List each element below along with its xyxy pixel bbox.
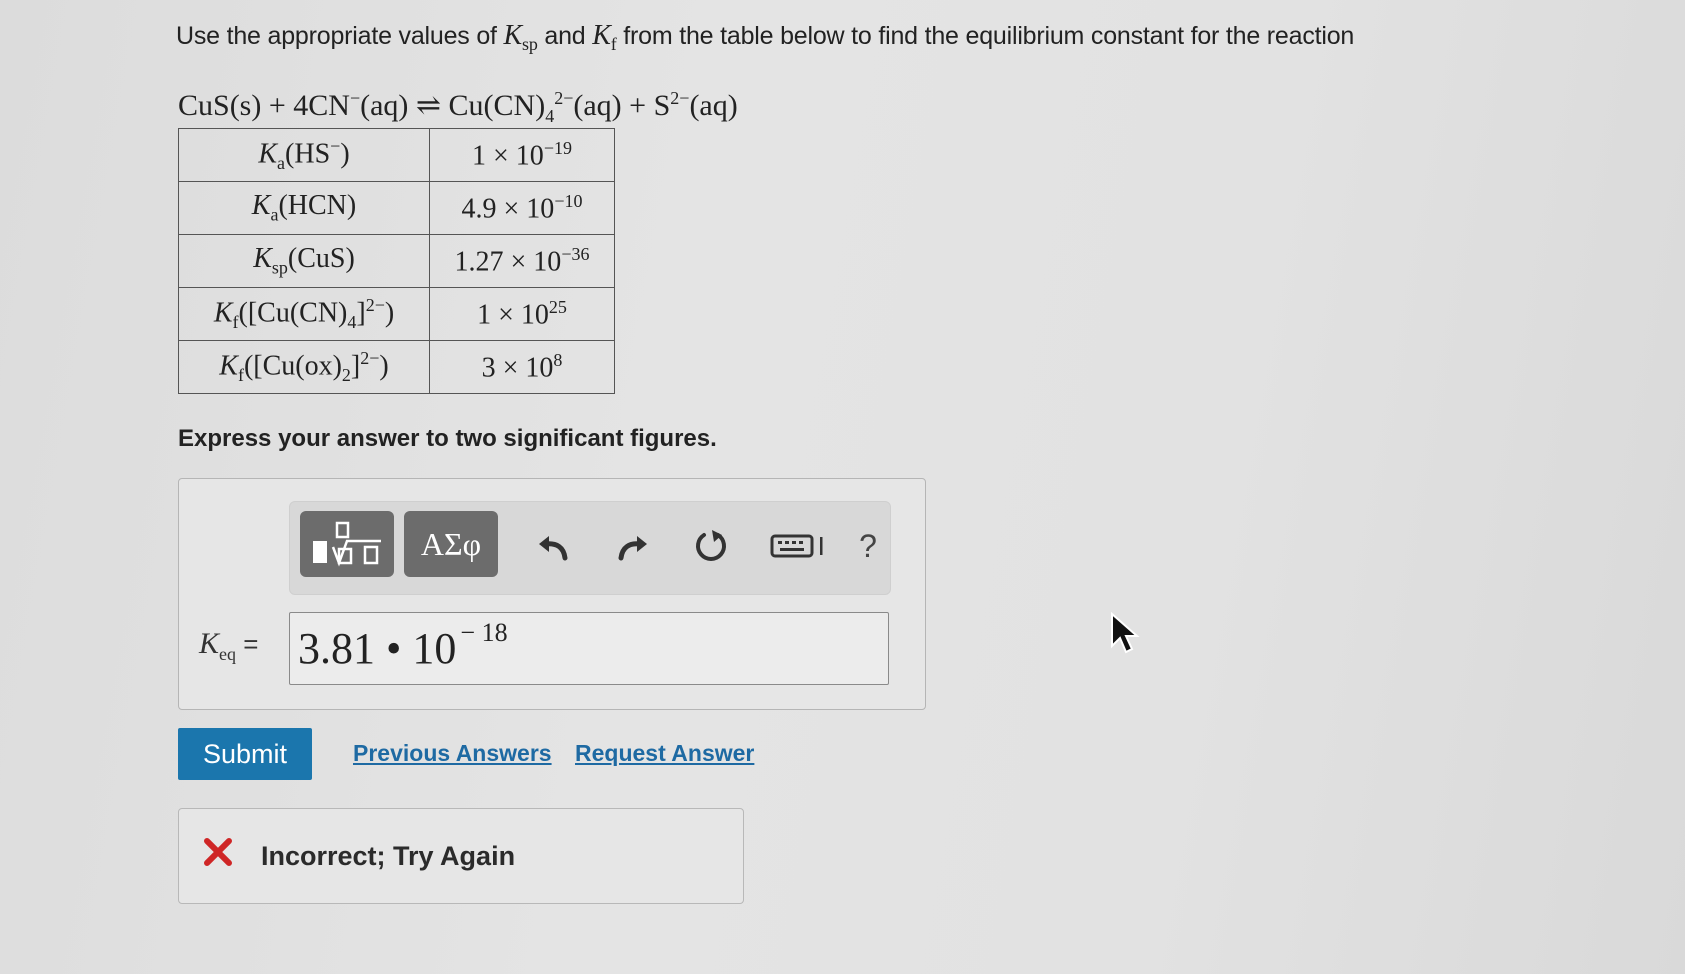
templates-icon: [309, 519, 385, 569]
table-cell-text: 1 × 10: [477, 299, 549, 331]
reaction-right: (aq) + S: [573, 89, 671, 122]
constant-label: [179, 235, 430, 288]
constant-value: [430, 182, 615, 235]
table-row: [179, 235, 615, 288]
table-cell-text: K: [251, 190, 271, 222]
table-row: [179, 288, 615, 341]
table-cell-text: K: [258, 138, 278, 170]
x-icon: [203, 837, 243, 876]
redo-icon: [615, 528, 651, 564]
undo-icon: [535, 528, 571, 564]
table-cell-text: ([Cu(ox): [243, 350, 342, 382]
table-cell-text: 8: [553, 349, 563, 370]
table-cell-text: −10: [554, 190, 583, 211]
reaction-arrow-part: (aq) ⇌ Cu(CN): [360, 89, 546, 122]
undo-button[interactable]: [528, 518, 578, 574]
ksp-symbol: K: [503, 20, 523, 51]
table-cell-text: (CuS): [287, 243, 355, 275]
cn-charge: −: [349, 88, 361, 108]
table-cell-text: −36: [561, 243, 590, 264]
constant-label: [179, 341, 430, 394]
sulfide-charge: 2−: [670, 88, 690, 108]
constant-value: [430, 341, 615, 394]
table-cell-text: 1 × 10: [472, 140, 544, 172]
keq-symbol: K: [199, 627, 220, 660]
table-row: [179, 129, 615, 182]
table-cell-text: 1.27 × 10: [454, 246, 562, 278]
constant-label: [179, 288, 430, 341]
kf-subscript: f: [610, 34, 617, 54]
keyboard-icon: [770, 531, 830, 561]
reaction-left: CuS(s) + 4CN: [178, 89, 350, 122]
previous-answers-link[interactable]: Previous Answers: [353, 740, 552, 766]
keq-subscript: eq: [219, 644, 237, 664]
table-cell-text: ]: [356, 297, 366, 329]
question-text: [176, 20, 1354, 55]
mouse-cursor-icon: [1110, 612, 1140, 656]
table-cell-text: 25: [548, 296, 567, 317]
kf-symbol: K: [592, 20, 611, 51]
question-suffix: from the table below to find the equilibrium constant for the reaction: [616, 22, 1355, 50]
table-cell-text: a: [277, 152, 286, 173]
table-cell-text: K: [219, 350, 238, 382]
ksp-subscript: sp: [522, 34, 538, 54]
table-cell-text: 2−: [360, 348, 380, 369]
redo-button[interactable]: [608, 518, 658, 574]
answer-value-exponent: − 18: [460, 617, 508, 647]
feedback-box: [178, 808, 744, 904]
question-prefix: Use the appropriate values of: [176, 22, 504, 50]
table-cell-text: 4: [347, 311, 357, 332]
constant-label: [179, 182, 430, 235]
symbols-button[interactable]: ΑΣφ: [404, 511, 498, 577]
constants-table: [178, 128, 615, 394]
request-answer-link[interactable]: Request Answer: [575, 740, 755, 766]
table-cell-text: a: [270, 204, 279, 225]
table-cell-text: ([Cu(CN): [238, 297, 348, 329]
answer-value-base: 3.81 • 10: [298, 624, 457, 673]
reaction-right-state: (aq): [689, 89, 738, 122]
table-cell-text: −: [330, 136, 341, 157]
table-cell-text: ): [379, 350, 389, 382]
keyboard-button[interactable]: [768, 518, 832, 574]
table-cell-text: 4.9 × 10: [461, 193, 555, 225]
reset-icon: [692, 527, 730, 565]
table-cell-text: (HS: [285, 138, 331, 170]
help-button[interactable]: ?: [859, 527, 877, 564]
reaction-equation: [178, 88, 738, 127]
table-cell-text: −19: [543, 137, 572, 158]
answer-panel: [178, 478, 926, 710]
table-cell-text: (HCN): [278, 190, 357, 222]
math-toolbar: [289, 501, 891, 595]
table-cell-text: sp: [271, 257, 288, 278]
table-row: [179, 341, 615, 394]
feedback-text: Incorrect; Try Again: [261, 840, 516, 871]
question-middle: and: [537, 22, 593, 50]
answer-input[interactable]: [289, 612, 889, 685]
table-cell-text: 2−: [365, 295, 385, 316]
constant-label: [179, 129, 430, 182]
table-cell-text: 3 × 10: [481, 352, 554, 384]
constant-value: [430, 129, 615, 182]
table-cell-text: f: [237, 364, 244, 385]
complex-subscript: 4: [545, 106, 555, 126]
keq-equals: =: [236, 629, 259, 659]
reset-button[interactable]: [686, 518, 736, 574]
constant-value: [430, 288, 615, 341]
templates-button[interactable]: [300, 511, 394, 577]
table-cell-text: K: [253, 243, 272, 275]
complex-charge: 2−: [554, 88, 574, 108]
table-cell-text: ): [384, 297, 395, 329]
instruction-text: Express your answer to two significant figures.: [178, 425, 717, 452]
keq-label: [199, 627, 258, 665]
table-cell-text: ): [340, 138, 350, 170]
table-cell-text: K: [213, 297, 233, 329]
table-row: [179, 182, 615, 235]
table-cell-text: f: [232, 311, 239, 332]
constant-value: [430, 235, 615, 288]
table-cell-text: ]: [350, 350, 361, 382]
table-cell-text: 2: [341, 364, 351, 385]
submit-button[interactable]: Submit: [178, 728, 312, 780]
